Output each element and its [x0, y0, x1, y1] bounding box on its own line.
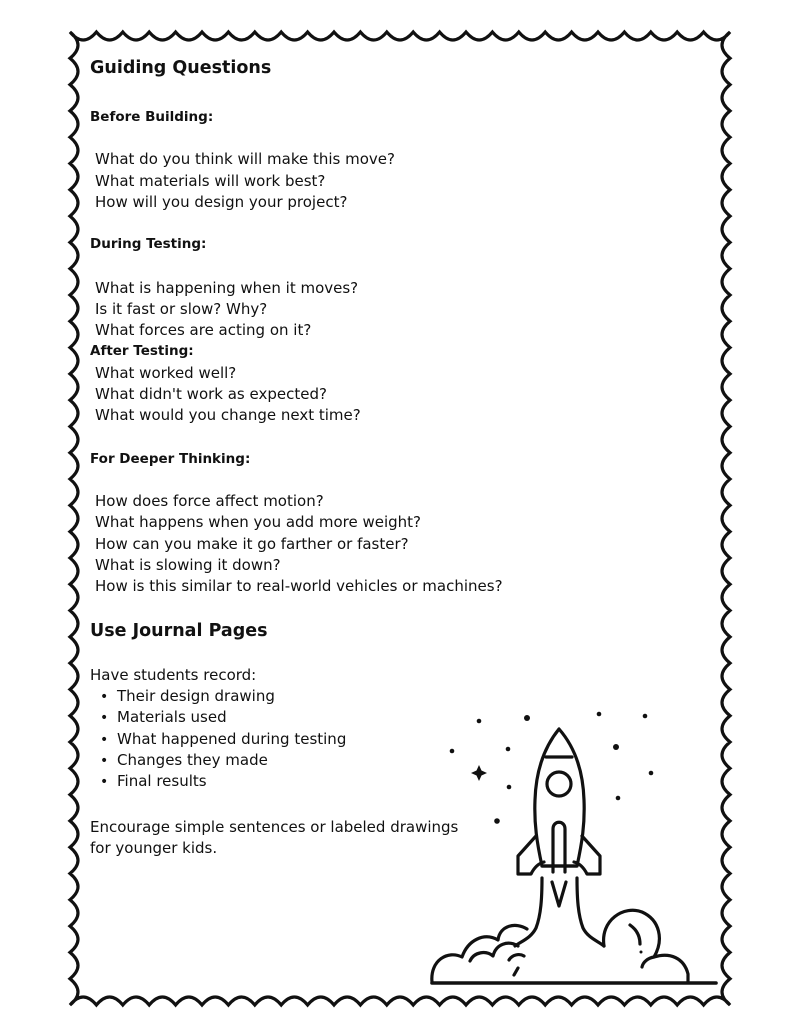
question-item: What happens when you add more weight? [95, 513, 422, 531]
list-item [100, 687, 275, 705]
question-item: What worked well? [95, 364, 237, 382]
question-item: What materials will work best? [95, 172, 326, 190]
journal-note-line-1: Encourage simple sentences or labeled drawings [90, 818, 459, 836]
question-item: How does force affect motion? [95, 492, 324, 510]
question-item: Is it fast or slow? Why? [95, 300, 268, 318]
list-item [100, 772, 207, 790]
question-item: What is happening when it moves? [95, 279, 359, 297]
bullet-icon: • [100, 732, 109, 748]
bullet-icon: • [100, 710, 109, 726]
list-item [100, 708, 227, 726]
question-item: What do you think will make this move? [95, 150, 395, 168]
section-title-guiding-questions: Guiding Questions [90, 58, 272, 78]
list-item-text: Changes they made [117, 751, 268, 769]
question-item: How is this similar to real-world vehicles or machines? [95, 577, 503, 595]
heading-after-testing: After Testing: [90, 343, 194, 359]
question-item: How will you design your project? [95, 193, 348, 211]
list-item [100, 751, 268, 769]
heading-during-testing: During Testing: [90, 236, 207, 252]
bullet-icon: • [100, 689, 109, 705]
list-item-text: Their design drawing [117, 687, 275, 705]
heading-before-building: Before Building: [90, 109, 214, 125]
bullet-icon: • [100, 774, 109, 790]
heading-deeper-thinking: For Deeper Thinking: [90, 451, 251, 467]
bullet-icon: • [100, 753, 109, 769]
list-item [100, 730, 346, 748]
question-item: What is slowing it down? [95, 556, 281, 574]
journal-note-line-2: for younger kids. [90, 839, 218, 857]
list-item-text: Materials used [117, 708, 227, 726]
question-item: What forces are acting on it? [95, 321, 312, 339]
journal-intro: Have students record: [90, 666, 257, 684]
question-item: What didn't work as expected? [95, 385, 327, 403]
question-item: How can you make it go farther or faster? [95, 535, 409, 553]
section-title-journal-pages: Use Journal Pages [90, 621, 268, 641]
list-item-text: What happened during testing [117, 730, 347, 748]
question-item: What would you change next time? [95, 406, 361, 424]
list-item-text: Final results [117, 772, 207, 790]
